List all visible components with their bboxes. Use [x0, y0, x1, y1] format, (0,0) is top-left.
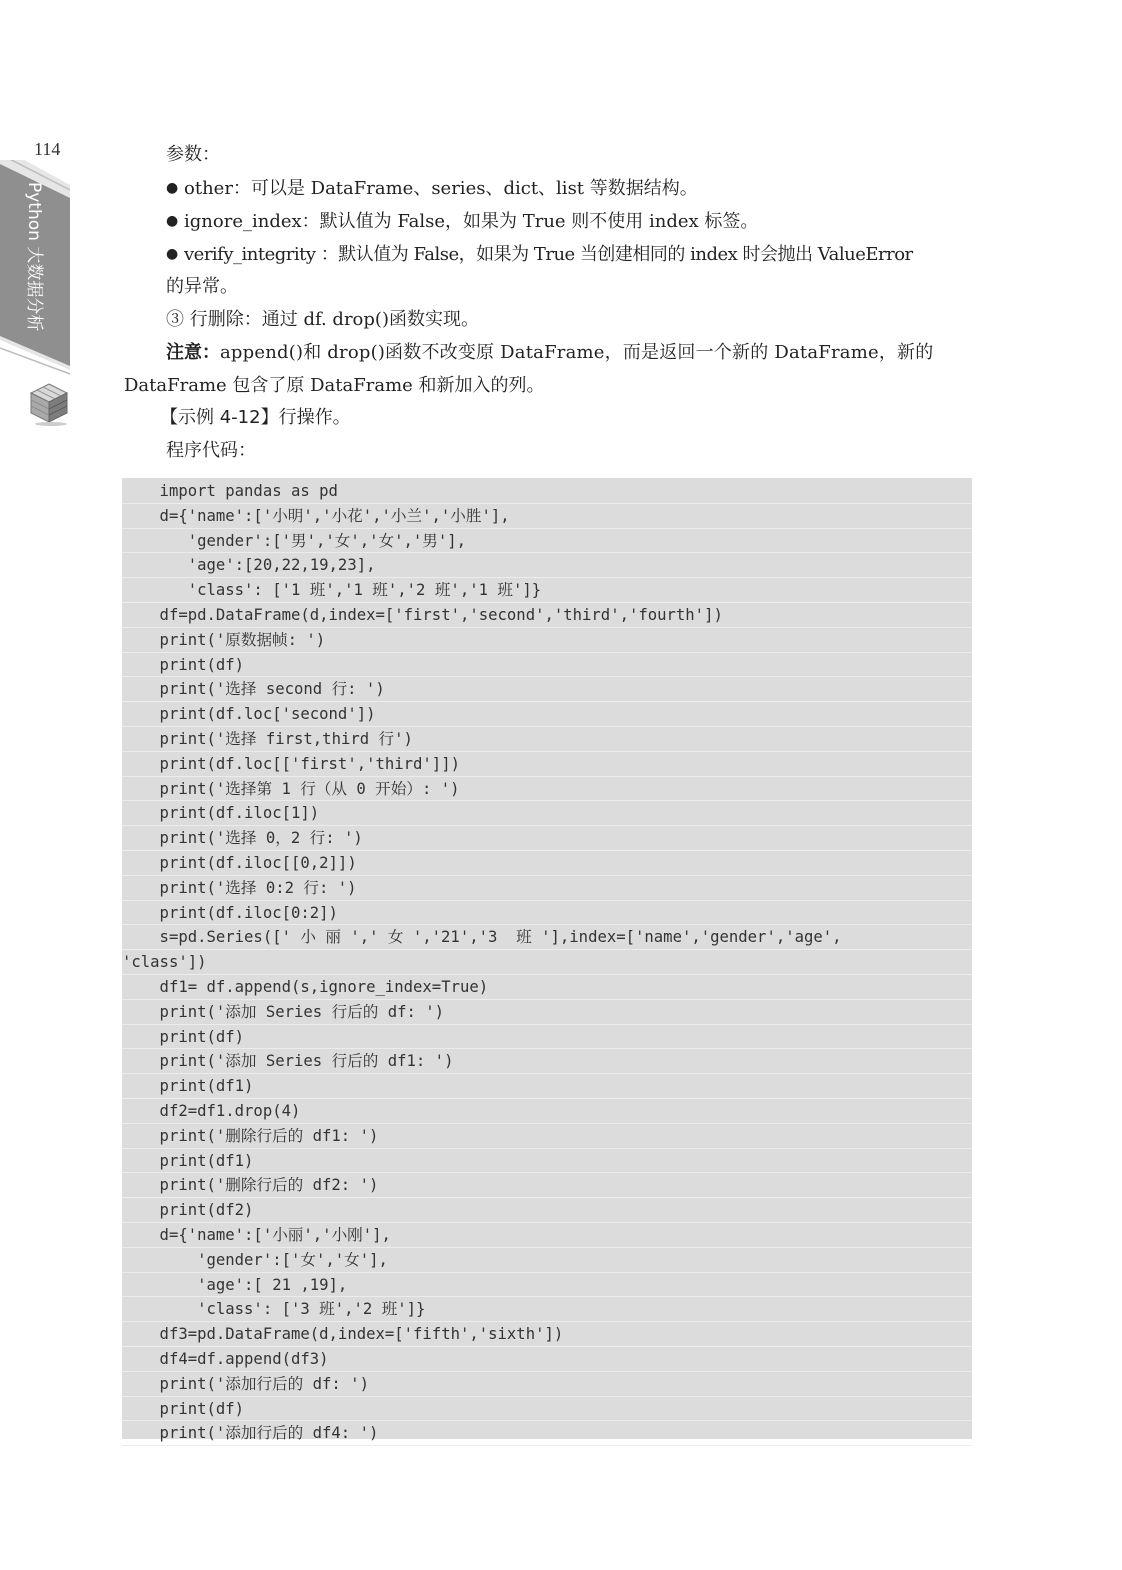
code-line: df2=df1.drop(4) [122, 1099, 972, 1124]
bullet-verify-text-line1: verify_integrity ：默认值为 False，如果为 True 当创建相同的 index 时会抛出 ValueError [184, 244, 913, 265]
code-line: import pandas as pd [122, 479, 972, 504]
bullet-ignore-index-text: ignore_index：默认值为 False，如果为 True 则不使用 index 标签。 [184, 211, 759, 232]
code-line: print(df) [122, 1025, 972, 1050]
code-block [122, 478, 972, 1443]
code-line: print(df.iloc[1]) [122, 801, 972, 826]
code-line: print('添加行后的 df4: ') [122, 1421, 972, 1446]
bullet-icon: ● [166, 213, 179, 229]
code-line: print(df.loc['second']) [122, 702, 972, 727]
code-line: 'age':[ 21 ,19], [122, 1273, 972, 1298]
note-text-line1: append()和 drop()函数不改变原 DataFrame，而是返回一个新的 DataFrame，新的 [220, 342, 934, 363]
code-line: print('选择 first,third 行') [122, 727, 972, 752]
bullet-other-text: other：可以是 DataFrame、series、dict、list 等数据结构。 [184, 178, 698, 199]
code-line: print(df) [122, 1397, 972, 1422]
code-label: 程序代码： [166, 440, 256, 461]
bullet-other [166, 177, 698, 200]
note-text-line2: DataFrame 包含了原 DataFrame 和新加入的列。 [124, 375, 545, 396]
note-label: 注意： [166, 342, 220, 363]
code-line: print('添加 Series 行后的 df1: ') [122, 1049, 972, 1074]
code-line: print(df2) [122, 1198, 972, 1223]
code-line: print('添加行后的 df: ') [122, 1372, 972, 1397]
code-line: 'gender':['女','女'], [122, 1248, 972, 1273]
code-line: print(df.iloc[0:2]) [122, 901, 972, 926]
code-line: df=pd.DataFrame(d,index=['first','second','third','fourth']) [122, 603, 972, 628]
bullet-icon: ● [166, 180, 179, 196]
code-line: 'class']) [122, 950, 972, 975]
code-line: d={'name':['小明','小花','小兰','小胜'], [122, 504, 972, 529]
bullet-verify-text-line2: 的异常。 [166, 276, 238, 297]
code-line: print(df1) [122, 1074, 972, 1099]
code-line: print('选择第 1 行（从 0 开始）: ') [122, 777, 972, 802]
code-line: print('删除行后的 df2: ') [122, 1173, 972, 1198]
cube-icon [26, 380, 72, 426]
code-line: 'age':[20,22,19,23], [122, 553, 972, 578]
bullet-ignore-index [166, 210, 758, 233]
code-line: print(df) [122, 653, 972, 678]
bullet-verify-integrity [166, 243, 913, 266]
code-line: df3=pd.DataFrame(d,index=['fifth','sixth']) [122, 1322, 972, 1347]
code-line: print(df.loc[['first','third']]) [122, 752, 972, 777]
code-line: print(df1) [122, 1149, 972, 1174]
code-line: print('原数据帧: ') [122, 628, 972, 653]
code-line: df1= df.append(s,ignore_index=True) [122, 975, 972, 1000]
code-line: print('选择 second 行: ') [122, 677, 972, 702]
bullet-icon: ● [166, 246, 179, 262]
params-heading: 参数： [166, 144, 220, 165]
example-title: 【示例 4-12】行操作。 [160, 407, 351, 428]
code-line: print('添加 Series 行后的 df: ') [122, 1000, 972, 1025]
code-line: print(df.iloc[[0,2]]) [122, 851, 972, 876]
code-line: 'class': ['1 班','1 班','2 班','1 班']} [122, 578, 972, 603]
code-line: d={'name':['小丽','小刚'], [122, 1223, 972, 1248]
row-delete-text: ③ 行删除：通过 df. drop()函数实现。 [166, 309, 479, 330]
side-tab-title: Python 大数据分析 [24, 182, 44, 332]
code-line: df4=df.append(df3) [122, 1347, 972, 1372]
code-line: 'gender':['男','女','女','男'], [122, 529, 972, 554]
code-line: s=pd.Series([' 小 丽 ',' 女 ','21','3 班 '],index=['name','gender','age', [122, 925, 972, 950]
code-line: print('选择 0，2 行: ') [122, 826, 972, 851]
code-line: print('删除行后的 df1: ') [122, 1124, 972, 1149]
note-paragraph [166, 342, 933, 364]
code-line: 'class': ['3 班','2 班']} [122, 1297, 972, 1322]
code-line: print('选择 0:2 行: ') [122, 876, 972, 901]
page-number: 114 [34, 139, 61, 159]
